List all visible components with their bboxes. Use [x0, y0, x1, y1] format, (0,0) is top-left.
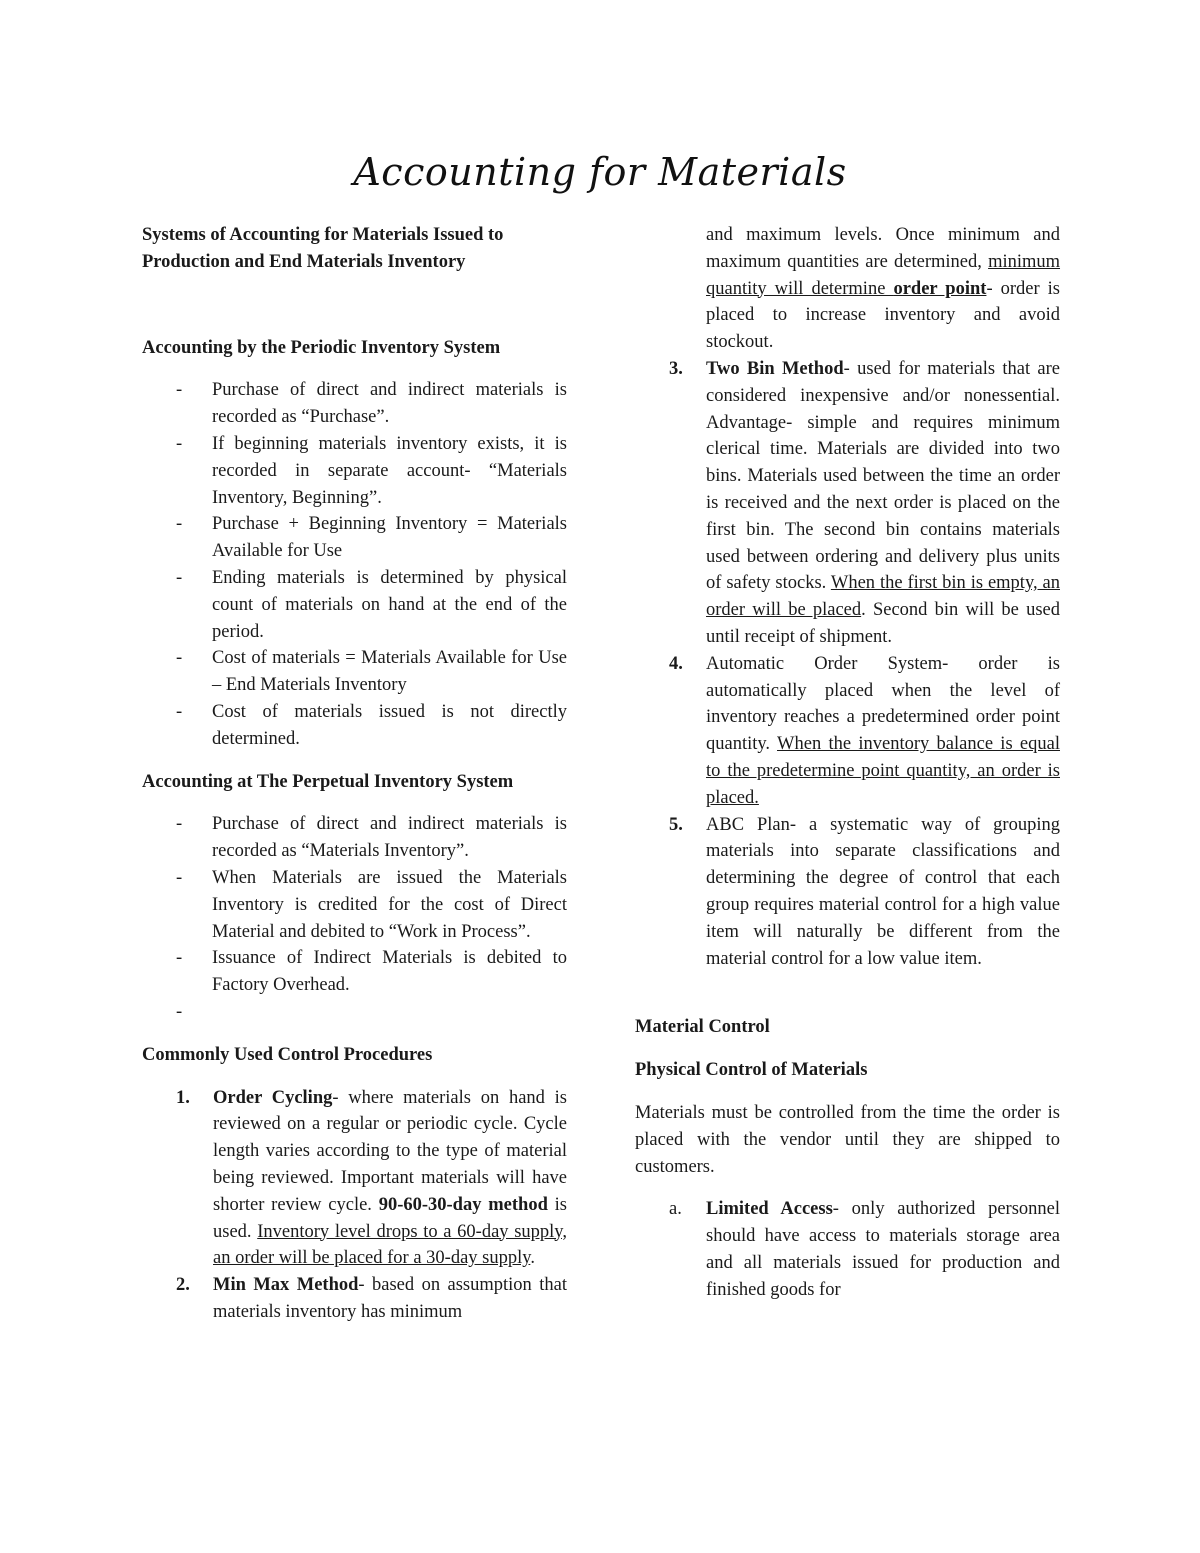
list-item: - Purchase of direct and indirect materials is recorded as “Materials Inventory”. — [142, 811, 567, 865]
left-column — [142, 222, 567, 1326]
heading-perpetual: Accounting at The Perpetual Inventory System — [142, 771, 514, 792]
list-item: - Cost of materials = Materials Available for Use – End Materials Inventory — [142, 645, 567, 699]
min-max-continued: and maximum levels. Once minimum and maximum quantities are determined, minimum quantity will determine order point- order is placed to increase inventory and avoid stockout. — [706, 225, 1061, 353]
heading-material-control: Material Control — [635, 1017, 770, 1038]
term-bold: order point — [893, 278, 987, 299]
control-list — [142, 1085, 567, 1326]
list-item: - Cost of materials issued is not directly determined. — [142, 699, 567, 753]
list-item: - If beginning materials inventory exists, it is recorded in separate account- “Materials Inventory, Beginning”. — [142, 431, 567, 511]
list-item-abc-plan: 5. ABC Plan- a systematic way of grouping materials into separate classifications and determining the degree of control that each group requires material control for a high value item will naturally be different from the material control for a low value item. — [635, 812, 1060, 973]
list-item: - Purchase of direct and indirect materials is recorded as “Purchase”. — [142, 377, 567, 431]
list-item-order-cycling: 1. Order Cycling- where materials on hand is reviewed on a regular or periodic cycle. Cycle length varies according to the type of material being reviewed. Important materials will have shorter review cycle. 90-60-30-day method is used. Inventory level drops to a 60-day supply, an order will be placed for a 30-day supply. — [142, 1085, 567, 1273]
term: Min Max Method — [213, 1275, 359, 1296]
term-bold: 90-60-30-day method — [378, 1194, 548, 1215]
perpetual-list — [142, 811, 567, 1025]
list-item: - When Materials are issued the Materials Inventory is credited for the cost of Direct Material and debited to “Work in Process”. — [142, 865, 567, 945]
list-marker: 5. — [669, 814, 683, 835]
underlined-text: minimum quantity will determine — [706, 251, 1061, 299]
list-item-limited-access: a. Limited Access- only authorized personnel should have access to materials storage area and all materials issued for production and finished goods for — [635, 1196, 1060, 1303]
heading-physical-control: Physical Control of Materials — [635, 1060, 868, 1081]
physical-control-paragraph: Materials must be controlled from the time the order is placed with the vendor until they are shipped to customers. — [635, 1102, 1060, 1177]
list-item-two-bin: 3. Two Bin Method- used for materials that are considered inexpensive and/or nonessential. Advantage- simple and requires minimum clerical time. Materials are divided into two bins. Materials used between the time an order is received and the next order is placed on the first bin. The second bin contains materials used between ordering and delivery plus units of safety stocks. When the first bin is empty, an order will be placed. Second bin will be used until receipt of shipment. — [635, 356, 1060, 651]
term: Order Cycling — [213, 1087, 333, 1108]
list-item: - Purchase + Beginning Inventory = Materials Available for Use — [142, 511, 567, 565]
control-list-continued — [635, 356, 1060, 972]
term: Two Bin Method — [706, 358, 844, 379]
list-marker: 3. — [669, 358, 683, 379]
right-column — [635, 222, 1060, 1303]
list-marker: 4. — [669, 653, 683, 674]
page-title: Accounting for Materials — [353, 150, 847, 194]
physical-control-list — [635, 1196, 1060, 1303]
list-marker: 2. — [176, 1275, 190, 1296]
underlined-text: When the first bin is empty, an order will be placed — [706, 573, 1060, 621]
list-item: - Ending materials is determined by physical count of materials on hand at the end of the period. — [142, 565, 567, 645]
list-item-automatic-order: 4. Automatic Order System- order is automatically placed when the level of inventory reaches a predetermined order point quantity. When the inventory balance is equal to the predetermine point quantity, an order is placed. — [635, 651, 1060, 812]
heading-periodic: Accounting by the Periodic Inventory System — [142, 337, 501, 358]
list-marker: a. — [669, 1199, 682, 1220]
list-item: - Issuance of Indirect Materials is debited to Factory Overhead. — [142, 945, 567, 999]
periodic-list — [142, 377, 567, 752]
list-item-empty — [142, 999, 567, 1026]
list-marker: 1. — [176, 1087, 190, 1108]
underlined-text: Inventory level drops to a 60-day supply, an order will be placed for a 30-day supply — [213, 1221, 567, 1269]
heading-systems: Systems of Accounting for Materials Issued to Production and End Materials Inventory — [142, 225, 504, 272]
term: Limited Access — [706, 1199, 833, 1220]
list-item-min-max: 2. Min Max Method- based on assumption that materials inventory has minimum — [142, 1272, 567, 1326]
underlined-text: When the inventory balance is equal to the predetermine point quantity, an order is placed. — [706, 734, 1060, 808]
heading-control-procedures: Commonly Used Control Procedures — [142, 1044, 433, 1065]
